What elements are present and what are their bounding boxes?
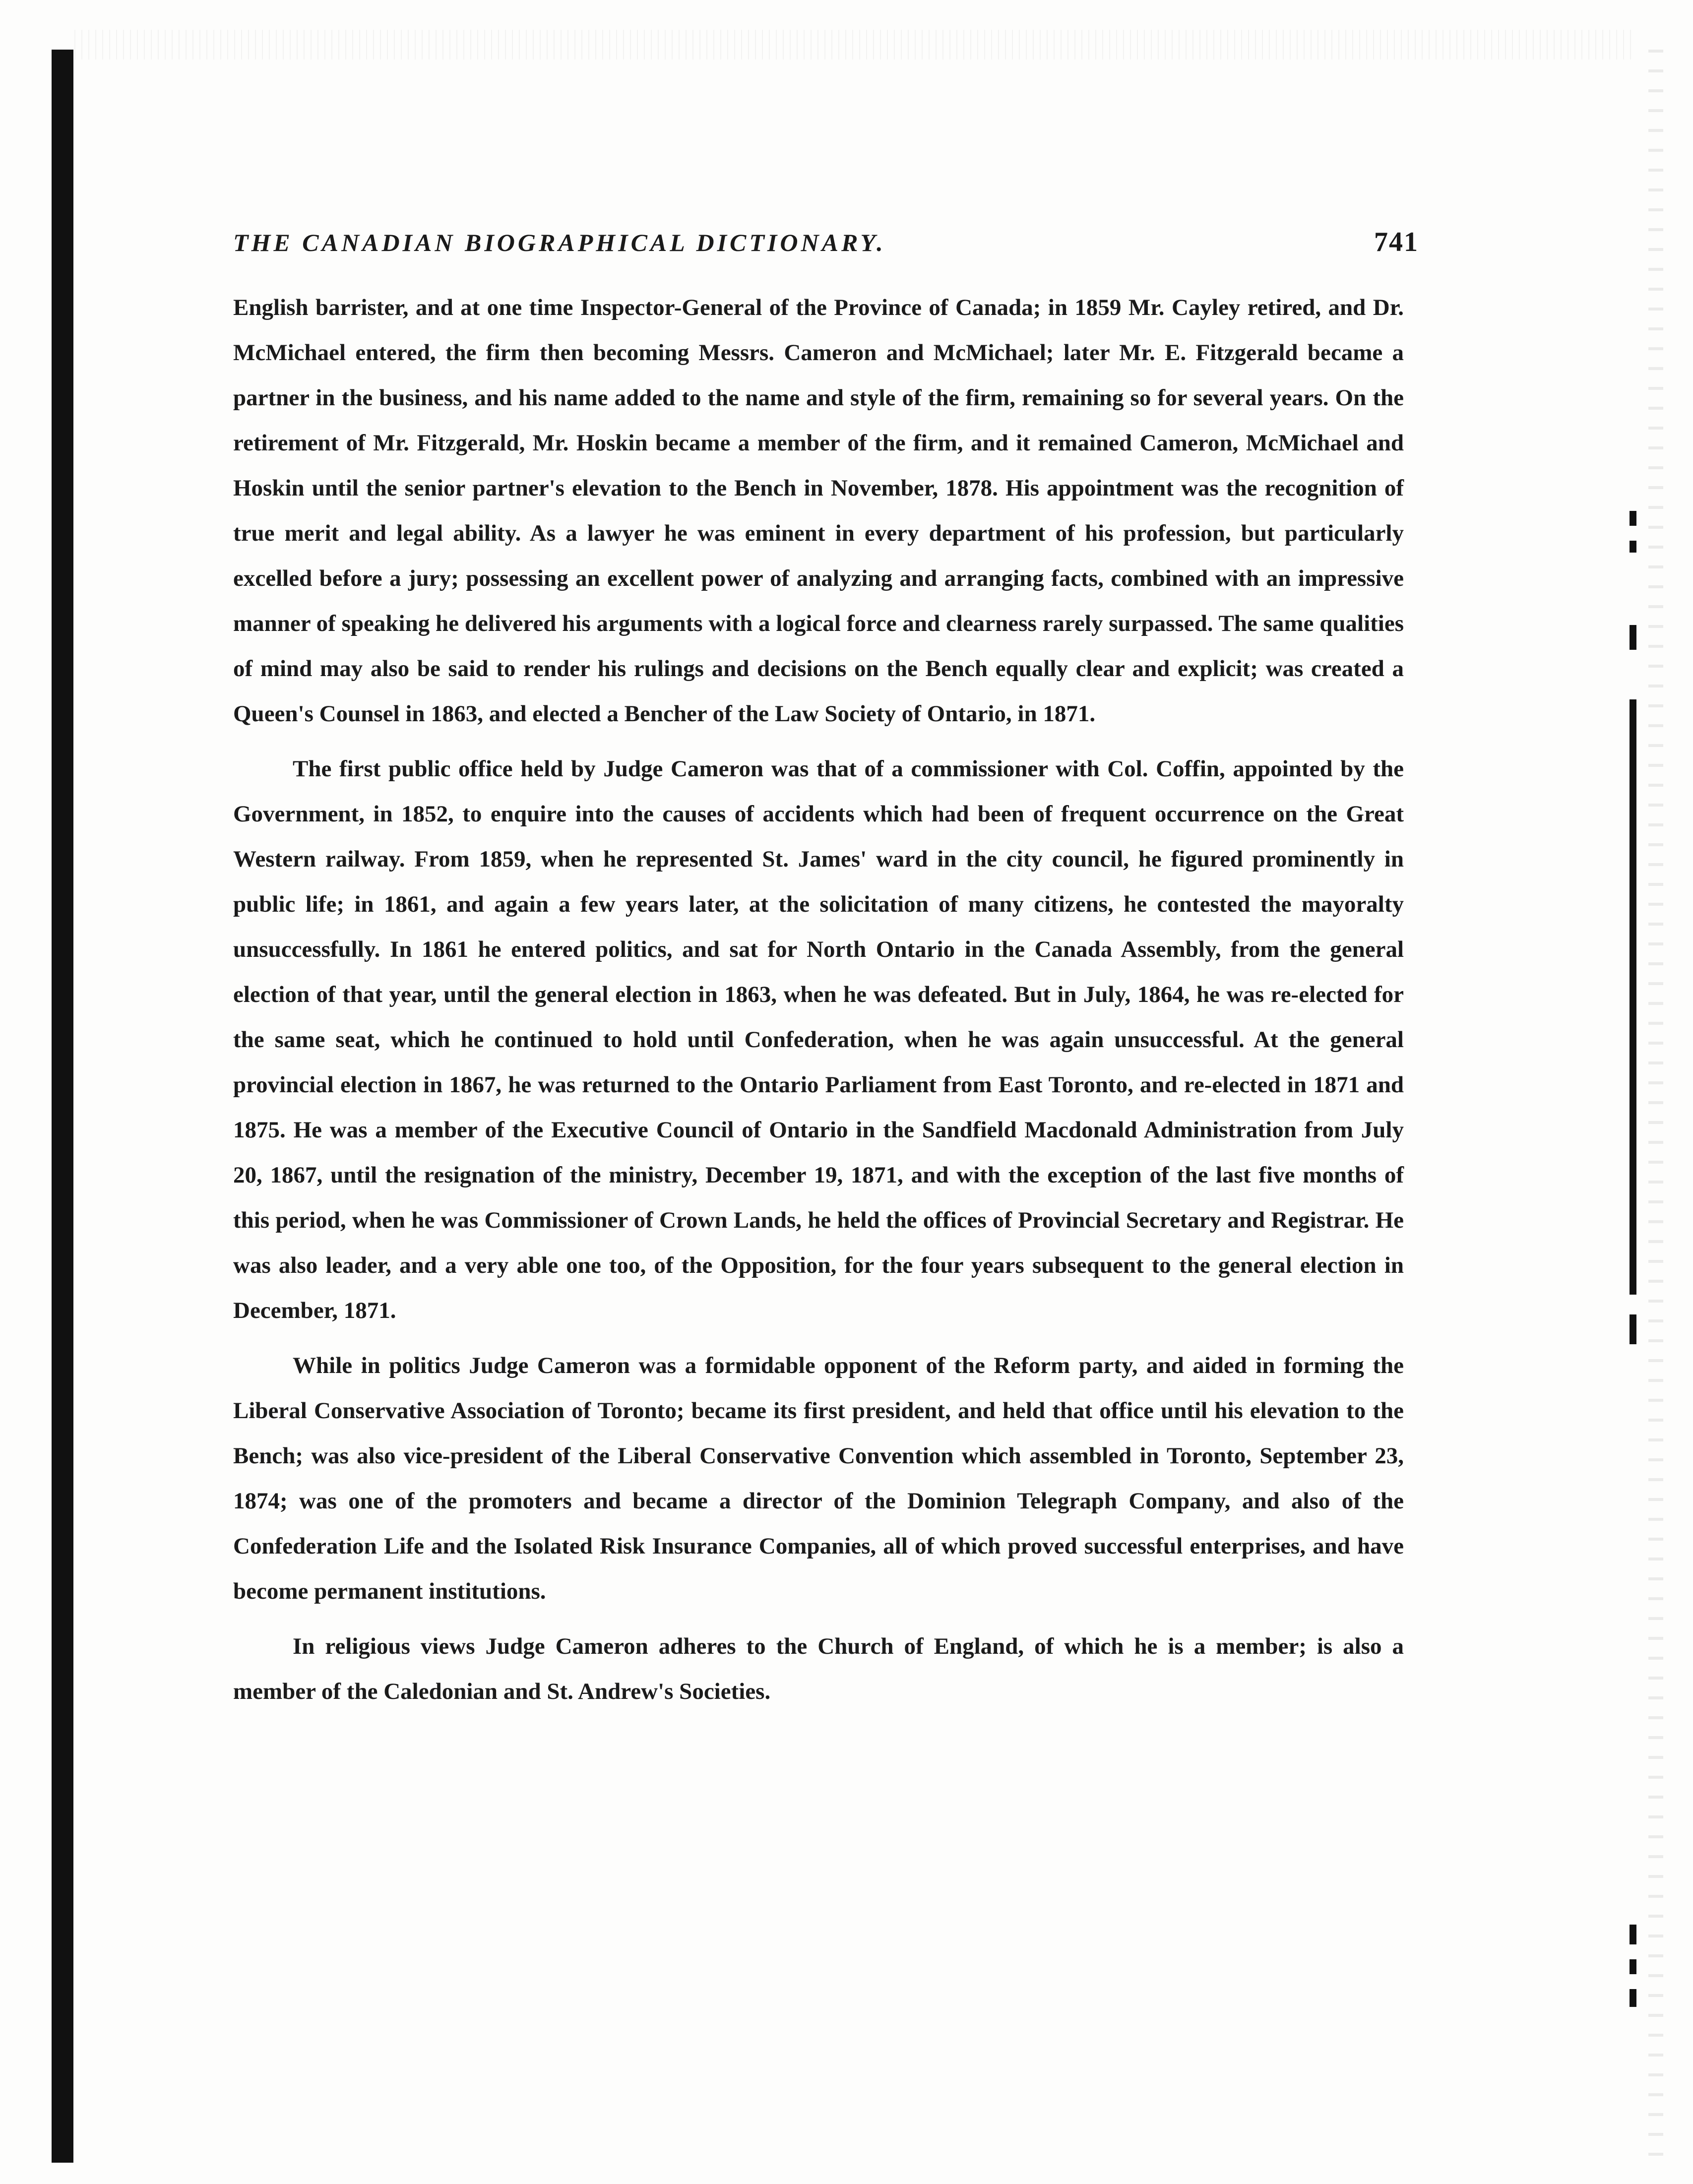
paragraph: While in politics Judge Cameron was a formidable opponent of the Reform party, and aided in forming the Liberal Conservative Association of Toronto; became its first president, and held that office until his elevation to the Bench; was also vice-president of the Liberal Conservative Convention which assembled in Toronto, September 23, 1874; was one of the promoters and became a director of the Dominion Telegraph Company, and also of the Confederation Life and the Isolated Risk Insurance Companies, all of which proved successful enterprises, and have become permanent institutions. <box>233 1353 1404 1604</box>
margin-marks <box>1630 511 1638 2098</box>
scan-edge-noise <box>74 30 1637 60</box>
page-header <box>233 218 1419 268</box>
page-number: 741 <box>1374 227 1419 257</box>
body-text <box>233 285 1404 1714</box>
paragraph: English barrister, and at one time Inspector-General of the Province of Canada; in 1859 Mr. Cayley retired, and Dr. McMichael entered, the firm then becoming Messrs. Cameron and McMichael; later Mr. E. Fitzgerald became a partner in the business, and his name added to the name and style of the firm, remaining so for several years. On the retirement of Mr. Fitzgerald, Mr. Hoskin became a member of the firm, and it remained Cameron, McMichael and Hoskin until the senior partner's elevation to the Bench in November, 1878. His appointment was the recognition of true merit and legal ability. As a lawyer he was eminent in every department of his profession, but particularly excelled before a jury; possessing an excellent power of analyzing and arranging facts, combined with an impressive manner of speaking he delivered his arguments with a logical force and clearness rarely surpassed. The same qualities of mind may also be said to render his rulings and decisions on the Bench equally clear and explicit; was created a Queen's Counsel in 1863, and elected a Bencher of the Law Society of Ontario, in 1871. <box>233 295 1404 727</box>
binding-shadow <box>52 50 73 2163</box>
page-edge-shadow <box>1648 50 1663 2158</box>
running-title: THE CANADIAN BIOGRAPHICAL DICTIONARY. <box>233 229 886 256</box>
paragraph: In religious views Judge Cameron adheres to the Church of England, of which he is a member; is also a member of the Caledonian and St. Andrew's Societies. <box>233 1633 1404 1704</box>
paragraph: The first public office held by Judge Cameron was that of a commissioner with Col. Coffin, appointed by the Government, in 1852, to enquire into the causes of accidents which had been of frequent occurrence on the Great Western railway. From 1859, when he represented St. James' ward in the city council, he figured prominently in public life; in 1861, and again a few years later, at the solicitation of many citizens, he contested the mayoralty unsuccessfully. In 1861 he entered politics, and sat for North Ontario in the Canada Assembly, from the general election of that year, until the general election in 1863, when he was defeated. But in July, 1864, he was re-elected for the same seat, which he continued to hold until Confederation, when he was again unsuccessful. At the general provincial election in 1867, he was returned to the Ontario Parliament from East Toronto, and re-elected in 1871 and 1875. He was a member of the Executive Council of Ontario in the Sandfield Macdonald Administration from July 20, 1867, until the resignation of the ministry, December 19, 1871, and with the exception of the last five months of this period, when he was Commissioner of Crown Lands, he held the offices of Provincial Secretary and Registrar. He was also leader, and a very able one too, of the Opposition, for the four years subsequent to the general election in December, 1871. <box>233 756 1404 1323</box>
